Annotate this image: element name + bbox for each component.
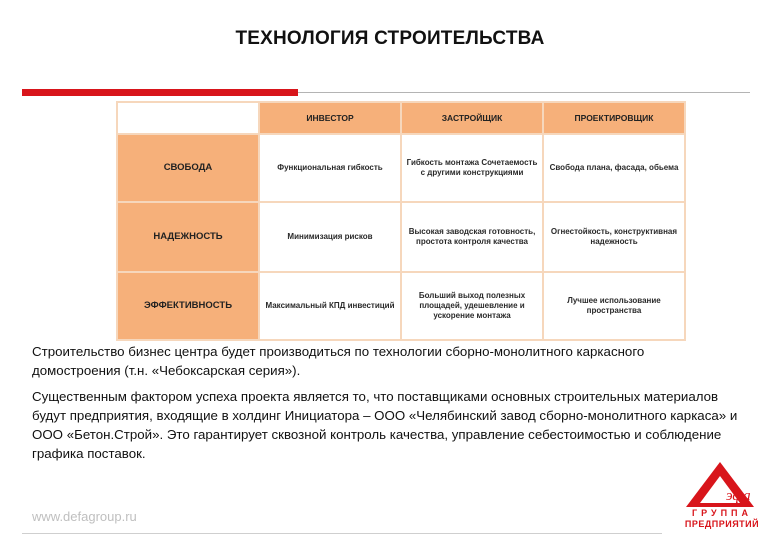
website-link[interactable]: www.defagroup.ru — [32, 509, 137, 524]
slide-title: ТЕХНОЛОГИЯ СТРОИТЕЛЬСТВА — [235, 28, 545, 49]
title-divider-line — [298, 92, 750, 93]
logo-line-enterprises: ПРЕДПРИЯТИЙ — [684, 519, 760, 529]
matrix-cell: Минимизация рисков — [259, 202, 401, 272]
matrix-cell: Функциональная гибкость — [259, 134, 401, 202]
column-header-developer: ЗАСТРОЙЩИК — [401, 102, 543, 134]
logo-caption — [684, 508, 760, 530]
column-header-investor: ИНВЕСТОР — [259, 102, 401, 134]
defa-logo-icon — [682, 459, 758, 509]
paragraph-suppliers: Существенным фактором успеха проекта является то, что поставщиками основных строительных материалов будут предприятия, входящие в холдинг Инициатора – ООО «Челябинский завод сборно-монолитного каркаса» и ООО «Бетон.Строй». Это гарантирует сквозной контроль качества, управление себестоимостью и соблюдение графика поставок. — [32, 389, 738, 461]
row-header-reliability: НАДЕЖНОСТЬ — [117, 202, 259, 272]
matrix-cell: Свобода плана, фасада, обьема — [543, 134, 685, 202]
matrix-row-freedom — [117, 134, 685, 202]
paragraph-technology: Строительство бизнес центра будет производиться по технологии сборно-монолитного каркасного домостроения (т.н. «Чебоксарская серия»). — [32, 344, 645, 378]
matrix-header-row — [117, 102, 685, 134]
matrix-cell: Максимальный КПД инвестиций — [259, 272, 401, 340]
matrix-row-efficiency — [117, 272, 685, 340]
matrix-corner — [117, 102, 259, 134]
row-header-efficiency: ЭФФЕКТИВНОСТЬ — [117, 272, 259, 340]
row-header-freedom: СВОБОДА — [117, 134, 259, 202]
matrix-cell: Лучшее использование пространства — [543, 272, 685, 340]
logo-mark-text: эфа — [726, 488, 751, 504]
benefit-matrix — [116, 101, 686, 341]
logo-line-group: ГРУППА — [691, 508, 753, 518]
title-accent-bar — [22, 89, 298, 96]
matrix-cell: Высокая заводская готовность, простота контроля качества — [401, 202, 543, 272]
matrix-cell: Больший выход полезных площадей, удешевление и ускорение монтажа — [401, 272, 543, 340]
footer-divider-line — [22, 533, 662, 534]
matrix-cell: Гибкость монтажа Сочетаемость с другими конструкциями — [401, 134, 543, 202]
matrix-row-reliability — [117, 202, 685, 272]
matrix-cell: Огнестойкость, конструктивная надежность — [543, 202, 685, 272]
column-header-designer: ПРОЕКТИРОВЩИК — [543, 102, 685, 134]
